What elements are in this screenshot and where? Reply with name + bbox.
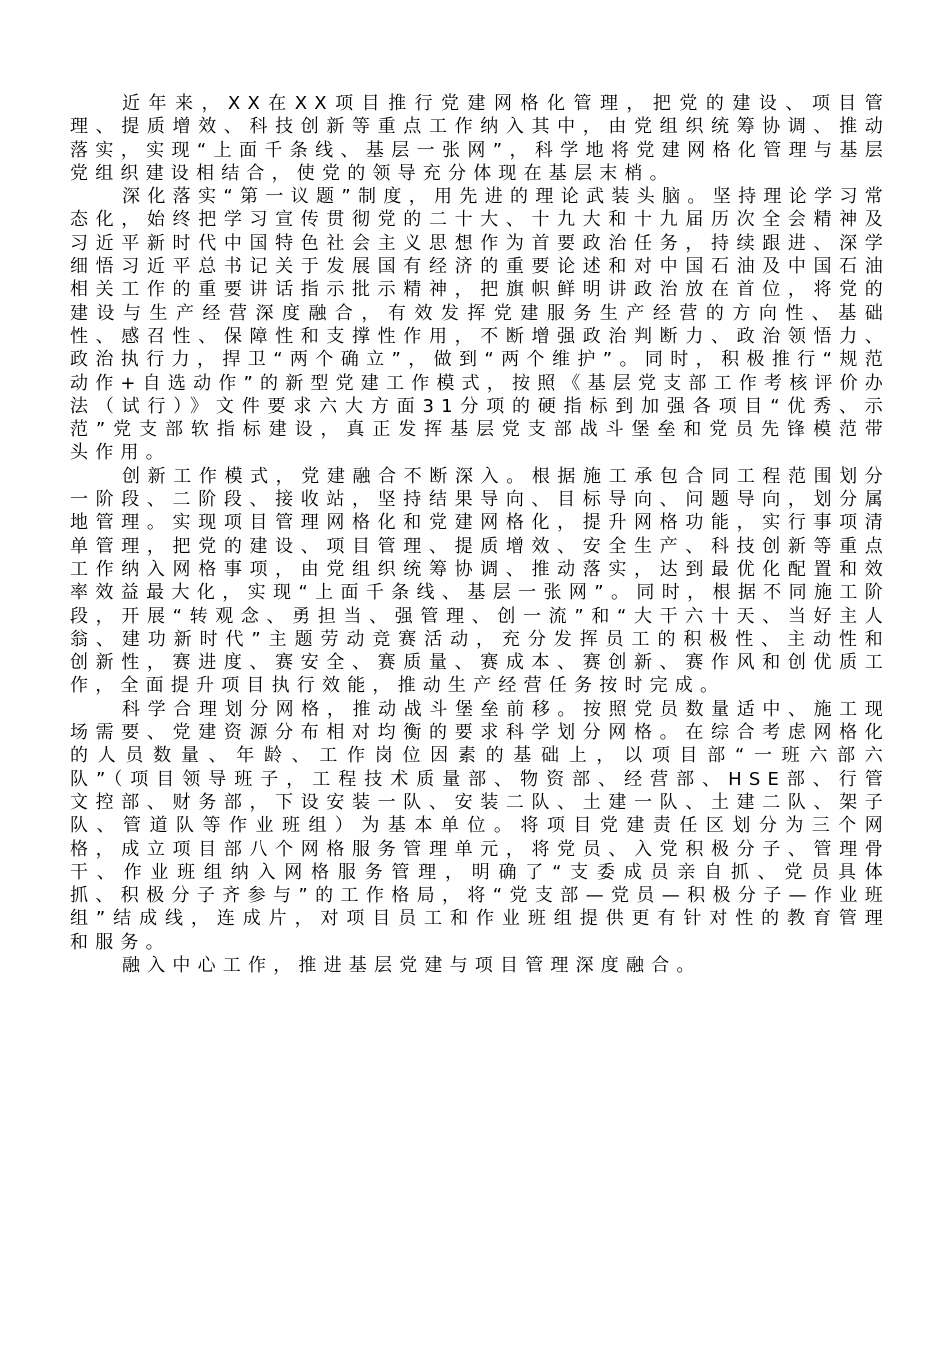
paragraph-work-mode: 创新工作模式，党建融合不断深入。根据施工承包合同工程范围划分一阶段、二阶段、接收站，坚持结果导向、目标导向、问题导向，划分属地管理。实现项目管理网格化和党建网格化，提升网格功能，实行事项清单管理，把党的建设、项目管理、提质增效、安全生产、科技创新等重点工作纳入网格事项，由党组织统筹协调、推动落实，达到最优化配置和效率效益最大化，实现“上面千条线、基层一张网”。同时，根据不同施工阶段，开展“转观念、勇担当、强管理、创一流”和“大干六十天、当好主人翁、建功新时代”主题劳动竞赛活动，充分发挥员工的积极性、主动性和创新性，赛进度、赛安全、赛质量、赛成本、赛创新、赛作风和创优质工作，全面提升项目执行效能，推动生产经营任务按时完成。: [70, 465, 890, 697]
document-body: [70, 92, 890, 977]
paragraph-first-topic: 深化落实“第一议题”制度，用先进的理论武装头脑。坚持理论学习常态化，始终把学习宣传贯彻党的二十大、十九大和十九届历次全会精神及习近平新时代中国特色社会主义思想作为首要政治任务，持续跟进、深学细悟习近平总书记关于发展国有经济的重要论述和对中国石油及中国石油相关工作的重要讲话指示批示精神，把旗帜鲜明讲政治放在首位，将党的建设与生产经营深度融合，有效发挥党建服务生产经营的方向性、基础性、感召性、保障性和支撑性作用，不断增强政治判断力、政治领悟力、政治执行力，捍卫“两个确立”，做到“两个维护”。同时，积极推行“规范动作+自选动作”的新型党建工作模式，按照《基层党支部工作考核评价办法（试行）》文件要求六大方面31分项的硬指标到加强各项目“优秀、示范”党支部软指标建设，真正发挥基层党支部战斗堡垒和党员先锋模范带头作用。: [70, 186, 891, 464]
paragraph-central-work: 融入中心工作，推进基层党建与项目管理深度融合。: [122, 954, 702, 976]
paragraph-intro: 近年来，XX在XX项目推行党建网格化管理，把党的建设、项目管理、提质增效、科技创新等重点工作纳入其中，由党组织统筹协调、推动落实，实现“上面千条线、基层一张网”，科学地将党建网格化管理与基层党组织建设相结合，使党的领导充分体现在基层末梢。: [70, 93, 890, 184]
paragraph-grid-division: 科学合理划分网格，推动战斗堡垒前移。按照党员数量适中、施工现场需要、党建资源分布相对均衡的要求科学划分网格。在综合考虑网格化的人员数量、年龄、工作岗位因素的基础上，以项目部“一班六部六队”（项目领导班子，工程技术质量部、物资部、经营部、HSE部、行管文控部、财务部，下设安装一队、安装二队、土建一队、土建二队、架子队、管道队等作业班组）为基本单位。将项目党建责任区划分为三个网格，成立项目部八个网格服务管理单元，将党员、入党积极分子、管理骨干、作业班组纳入网格服务管理，明确了“支委成员亲自抓、党员具体抓、积极分子齐参与”的工作格局，将“党支部—党员—积极分子—作业班组”结成线，连成片，对项目员工和作业班组提供更有针对性的教育管理和服务。: [70, 698, 890, 953]
